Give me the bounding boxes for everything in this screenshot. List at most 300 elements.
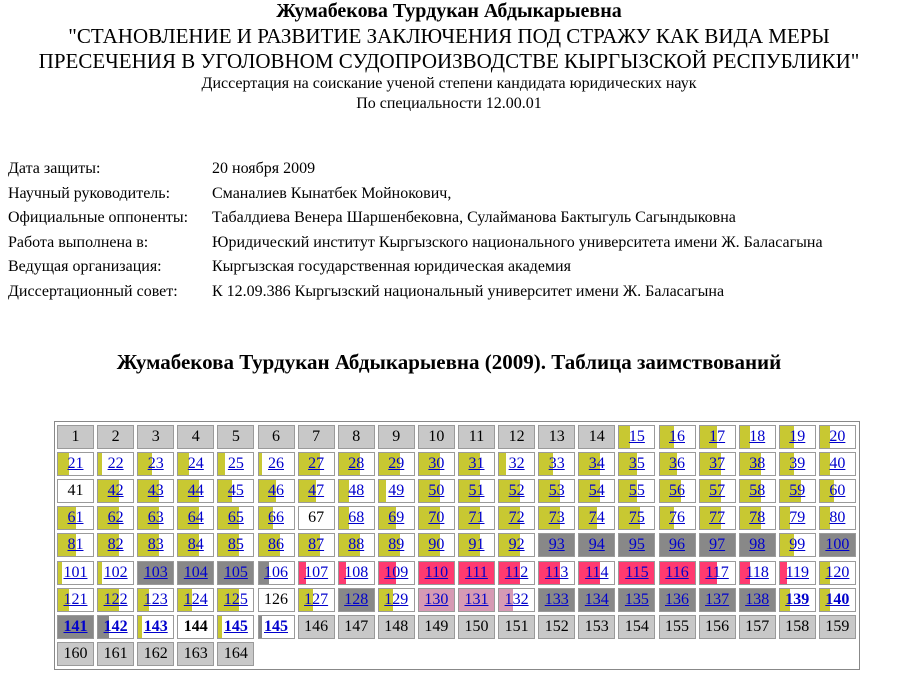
- page-cell[interactable]: [97, 561, 134, 585]
- page-cell[interactable]: [378, 506, 415, 530]
- page-cell[interactable]: [699, 479, 736, 503]
- page-link[interactable]: 105: [223, 563, 248, 581]
- page-cell[interactable]: [97, 533, 134, 557]
- page-cell[interactable]: [659, 479, 696, 503]
- page-cell[interactable]: [538, 533, 575, 557]
- page-cell[interactable]: [538, 561, 575, 585]
- page-link[interactable]: 116: [665, 563, 689, 581]
- page-cell[interactable]: [378, 452, 415, 476]
- page-link[interactable]: 85: [227, 536, 244, 554]
- page-link[interactable]: 119: [785, 563, 809, 581]
- page-link[interactable]: 100: [825, 536, 850, 554]
- page-number: 155: [665, 617, 689, 635]
- page-link[interactable]: 82: [107, 536, 124, 554]
- page-cell[interactable]: [779, 479, 816, 503]
- page-link[interactable]: 26: [268, 455, 284, 473]
- page-link[interactable]: 143: [143, 617, 168, 635]
- page-number: 163: [183, 644, 208, 662]
- page-number: 41: [67, 482, 84, 500]
- page-link[interactable]: 68: [348, 509, 365, 527]
- page-link[interactable]: 37: [709, 455, 726, 473]
- page-cell[interactable]: [779, 533, 816, 557]
- page-cell: [57, 642, 94, 666]
- page-link[interactable]: 130: [424, 590, 449, 608]
- page-link[interactable]: 98: [749, 536, 766, 554]
- page-cell[interactable]: [258, 479, 295, 503]
- page-cell[interactable]: [618, 533, 655, 557]
- page-link[interactable]: 73: [548, 509, 565, 527]
- page-cell[interactable]: [458, 506, 495, 530]
- page-link[interactable]: 137: [705, 590, 730, 608]
- page-link[interactable]: 49: [388, 482, 405, 500]
- page-cell[interactable]: [338, 479, 375, 503]
- page-cell[interactable]: [538, 479, 575, 503]
- page-cell[interactable]: [578, 533, 615, 557]
- page-cell[interactable]: [217, 479, 254, 503]
- page-link[interactable]: 23: [147, 455, 164, 473]
- page-cell[interactable]: [258, 561, 295, 585]
- page-cell[interactable]: [97, 452, 134, 476]
- page-cell[interactable]: [137, 479, 174, 503]
- page-link[interactable]: 66: [268, 509, 284, 527]
- page-cell[interactable]: [618, 506, 655, 530]
- page-link[interactable]: 31: [468, 455, 485, 473]
- page-cell[interactable]: [819, 561, 856, 585]
- page-cell[interactable]: [298, 588, 335, 612]
- page-link[interactable]: 87: [308, 536, 325, 554]
- page-link[interactable]: 43: [147, 482, 164, 500]
- page-cell[interactable]: [458, 561, 495, 585]
- page-number: 156: [705, 617, 730, 635]
- page-link[interactable]: 145: [264, 617, 288, 635]
- page-cell[interactable]: [137, 506, 174, 530]
- page-cell[interactable]: [418, 479, 455, 503]
- page-cell[interactable]: [217, 506, 254, 530]
- page-cell[interactable]: [177, 533, 214, 557]
- page-link[interactable]: 78: [749, 509, 766, 527]
- page-cell[interactable]: [458, 533, 495, 557]
- page-cell[interactable]: [418, 506, 455, 530]
- page-number: 153: [584, 617, 609, 635]
- page-cell[interactable]: [338, 588, 375, 612]
- page-cell[interactable]: [177, 452, 214, 476]
- page-cell[interactable]: [578, 588, 615, 612]
- page-link[interactable]: 22: [107, 455, 124, 473]
- page-link[interactable]: 25: [227, 455, 244, 473]
- page-cell[interactable]: [498, 479, 535, 503]
- page-cell[interactable]: [57, 506, 94, 530]
- page-link[interactable]: 114: [585, 563, 609, 581]
- page-number: 9: [392, 428, 401, 445]
- page-link[interactable]: 63: [147, 509, 164, 527]
- page-link[interactable]: 88: [348, 536, 365, 554]
- page-cell[interactable]: [137, 452, 174, 476]
- page-link[interactable]: 136: [665, 590, 689, 608]
- page-link[interactable]: 83: [147, 536, 164, 554]
- page-cell[interactable]: [538, 588, 575, 612]
- page-link[interactable]: 121: [63, 590, 88, 608]
- page-cell[interactable]: [819, 479, 856, 503]
- page-cell[interactable]: [338, 561, 375, 585]
- page-link[interactable]: 28: [348, 455, 365, 473]
- page-cell[interactable]: [819, 425, 856, 449]
- page-cell[interactable]: [739, 561, 776, 585]
- page-number: 7: [312, 428, 321, 445]
- page-link[interactable]: 65: [227, 509, 244, 527]
- page-link[interactable]: 115: [625, 563, 649, 581]
- page-link[interactable]: 36: [669, 455, 685, 473]
- page-link[interactable]: 32: [508, 455, 525, 473]
- metadata-label: Научный руководитель:: [8, 184, 171, 202]
- page-cell: [418, 425, 455, 449]
- page-link[interactable]: 95: [628, 536, 645, 554]
- page-link[interactable]: 140: [825, 590, 850, 608]
- page-link[interactable]: 30: [428, 455, 445, 473]
- page-cell[interactable]: [217, 452, 254, 476]
- page-cell[interactable]: [779, 588, 816, 612]
- page-cell[interactable]: [458, 588, 495, 612]
- page-cell[interactable]: [137, 615, 174, 639]
- page-link[interactable]: 19: [789, 428, 806, 445]
- page-cell: [57, 479, 94, 503]
- metadata-row: [8, 206, 823, 231]
- page-cell[interactable]: [57, 615, 94, 639]
- page-link[interactable]: 122: [103, 590, 128, 608]
- page-cell[interactable]: [699, 533, 736, 557]
- page-link[interactable]: 110: [424, 563, 449, 581]
- page-link[interactable]: 129: [384, 590, 409, 608]
- page-link[interactable]: 97: [709, 536, 726, 554]
- metadata-label: Официальные оппоненты:: [8, 209, 189, 227]
- page-number: 12: [508, 428, 525, 445]
- page-cell[interactable]: [258, 506, 295, 530]
- page-cell[interactable]: [699, 561, 736, 585]
- page-cell[interactable]: [618, 479, 655, 503]
- page-cell: [819, 615, 856, 639]
- metadata-row: [8, 182, 823, 207]
- page-link[interactable]: 29: [388, 455, 405, 473]
- page-link[interactable]: 96: [669, 536, 685, 554]
- page-cell[interactable]: [739, 533, 776, 557]
- page-cell[interactable]: [659, 452, 696, 476]
- page-link[interactable]: 117: [705, 563, 729, 581]
- page-link[interactable]: 90: [428, 536, 445, 554]
- page-link[interactable]: 127: [304, 590, 329, 608]
- page-link[interactable]: 21: [67, 455, 84, 473]
- page-cell[interactable]: [338, 533, 375, 557]
- page-link[interactable]: 109: [384, 563, 409, 581]
- page-link[interactable]: 145: [223, 617, 248, 635]
- page-cell[interactable]: [498, 561, 535, 585]
- page-cell[interactable]: [739, 506, 776, 530]
- page-cell[interactable]: [779, 452, 816, 476]
- page-cell[interactable]: [217, 561, 254, 585]
- page-link[interactable]: 53: [548, 482, 565, 500]
- page-cell[interactable]: [819, 588, 856, 612]
- borrowings-table-heading: Жумабекова Турдукан Абдыкарыевна (2009). Таблица заимствований: [116, 350, 782, 374]
- page-link[interactable]: 106: [264, 563, 288, 581]
- page-cell[interactable]: [97, 506, 134, 530]
- page-cell[interactable]: [819, 452, 856, 476]
- page-cell[interactable]: [177, 588, 214, 612]
- page-link[interactable]: 125: [223, 590, 248, 608]
- page-link[interactable]: 55: [628, 482, 645, 500]
- borrowing-fill-bar: [98, 453, 102, 475]
- page-cell[interactable]: [498, 533, 535, 557]
- page-cell[interactable]: [739, 425, 776, 449]
- page-cell[interactable]: [137, 533, 174, 557]
- page-cell[interactable]: [779, 561, 816, 585]
- page-cell[interactable]: [699, 452, 736, 476]
- degree-subtitle: Диссертация на соискание ученой степени кандидата юридических наук: [201, 75, 697, 92]
- page-cell[interactable]: [618, 425, 655, 449]
- page-link[interactable]: 84: [187, 536, 204, 554]
- page-link[interactable]: 101: [63, 563, 88, 581]
- page-cell[interactable]: [137, 561, 174, 585]
- page-link[interactable]: 42: [107, 482, 124, 500]
- page-cell[interactable]: [258, 533, 295, 557]
- page-cell[interactable]: [57, 561, 94, 585]
- page-cell[interactable]: [97, 479, 134, 503]
- page-link[interactable]: 107: [304, 563, 329, 581]
- specialty-subtitle: По специальности 12.00.01: [356, 95, 542, 112]
- page-cell[interactable]: [338, 452, 375, 476]
- page-cell[interactable]: [739, 452, 776, 476]
- page-link[interactable]: 64: [187, 509, 204, 527]
- page-link[interactable]: 123: [143, 590, 168, 608]
- page-link[interactable]: 112: [504, 563, 529, 581]
- page-link[interactable]: 75: [628, 509, 645, 527]
- page-cell[interactable]: [177, 479, 214, 503]
- page-cell[interactable]: [298, 452, 335, 476]
- page-cell[interactable]: [57, 533, 94, 557]
- borrowing-fill-bar: [218, 616, 222, 638]
- page-cell[interactable]: [217, 588, 254, 612]
- page-cell[interactable]: [378, 588, 415, 612]
- page-link[interactable]: 76: [669, 509, 685, 527]
- borrowing-fill-bar: [379, 480, 386, 502]
- page-link[interactable]: 99: [789, 536, 806, 554]
- page-link[interactable]: 91: [468, 536, 485, 554]
- page-link[interactable]: 48: [348, 482, 365, 500]
- page-link[interactable]: 69: [388, 509, 405, 527]
- page-link[interactable]: 51: [468, 482, 485, 500]
- page-number: 148: [384, 617, 409, 635]
- page-cell[interactable]: [498, 588, 535, 612]
- page-link[interactable]: 118: [745, 563, 769, 581]
- page-link[interactable]: 86: [268, 536, 284, 554]
- page-cell[interactable]: [659, 506, 696, 530]
- page-cell[interactable]: [819, 506, 856, 530]
- page-cell[interactable]: [618, 452, 655, 476]
- page-cell[interactable]: [97, 588, 134, 612]
- page-link[interactable]: 20: [829, 428, 846, 445]
- page-cell[interactable]: [418, 452, 455, 476]
- page-number: 151: [504, 617, 529, 635]
- page-link[interactable]: 59: [789, 482, 806, 500]
- page-number: 6: [272, 428, 280, 445]
- page-link[interactable]: 60: [829, 482, 846, 500]
- metadata-label: Диссертационный совет:: [8, 282, 178, 300]
- page-link[interactable]: 46: [268, 482, 284, 500]
- page-cell[interactable]: [458, 452, 495, 476]
- page-link[interactable]: 47: [308, 482, 325, 500]
- page-number: 8: [352, 428, 361, 445]
- page-cell: [458, 425, 495, 449]
- page-cell[interactable]: [57, 588, 94, 612]
- header: [0, 0, 898, 114]
- page-cell[interactable]: [538, 506, 575, 530]
- page-cell[interactable]: [779, 425, 816, 449]
- page-link[interactable]: 135: [624, 590, 649, 608]
- page-link[interactable]: 92: [508, 536, 525, 554]
- page-cell[interactable]: [258, 615, 295, 639]
- page-cell[interactable]: [699, 588, 736, 612]
- page-link[interactable]: 44: [187, 482, 204, 500]
- page-cell[interactable]: [258, 452, 295, 476]
- page-link[interactable]: 70: [428, 509, 445, 527]
- page-link[interactable]: 17: [709, 428, 726, 445]
- page-link[interactable]: 16: [669, 428, 685, 445]
- page-link[interactable]: 24: [187, 455, 204, 473]
- page-link[interactable]: 89: [388, 536, 405, 554]
- page-cell[interactable]: [217, 615, 254, 639]
- page-cell[interactable]: [659, 561, 696, 585]
- page-link[interactable]: 133: [544, 590, 569, 608]
- page-link[interactable]: 132: [504, 590, 529, 608]
- page-cell[interactable]: [177, 561, 214, 585]
- page-link[interactable]: 128: [344, 590, 369, 608]
- page-cell[interactable]: [699, 425, 736, 449]
- page-cell[interactable]: [298, 561, 335, 585]
- page-cell[interactable]: [578, 561, 615, 585]
- page-cell[interactable]: [378, 533, 415, 557]
- page-cell[interactable]: [418, 533, 455, 557]
- page-cell: [338, 425, 375, 449]
- page-link[interactable]: 131: [464, 590, 489, 608]
- page-link[interactable]: 134: [584, 590, 609, 608]
- page-number: 67: [308, 509, 325, 527]
- page-link[interactable]: 33: [548, 455, 565, 473]
- page-cell: [578, 615, 615, 639]
- page-link[interactable]: 138: [745, 590, 770, 608]
- page-cell[interactable]: [538, 452, 575, 476]
- page-link[interactable]: 62: [107, 509, 124, 527]
- page-link[interactable]: 39: [789, 455, 806, 473]
- page-link[interactable]: 50: [428, 482, 445, 500]
- page-link[interactable]: 81: [67, 536, 84, 554]
- page-link[interactable]: 94: [588, 536, 605, 554]
- page-number: 160: [63, 644, 88, 662]
- page-cell: [739, 615, 776, 639]
- page-link[interactable]: 27: [308, 455, 325, 473]
- page-link[interactable]: 111: [465, 563, 488, 581]
- page-cell[interactable]: [578, 452, 615, 476]
- page-cell[interactable]: [779, 506, 816, 530]
- page-cell: [97, 642, 134, 666]
- page-cell: [258, 425, 295, 449]
- page-link[interactable]: 35: [628, 455, 645, 473]
- page-number: 4: [191, 428, 200, 445]
- page-link[interactable]: 104: [183, 563, 208, 581]
- page-cell[interactable]: [97, 615, 134, 639]
- page-link[interactable]: 77: [709, 509, 726, 527]
- page-link[interactable]: 103: [143, 563, 168, 581]
- page-cell[interactable]: [338, 506, 375, 530]
- page-link[interactable]: 108: [344, 563, 369, 581]
- page-cell[interactable]: [137, 588, 174, 612]
- page-link[interactable]: 79: [789, 509, 806, 527]
- page-cell[interactable]: [498, 452, 535, 476]
- page-link[interactable]: 61: [67, 509, 84, 527]
- page-number: 157: [745, 617, 770, 635]
- page-link[interactable]: 18: [749, 428, 766, 445]
- page-link[interactable]: 80: [829, 509, 846, 527]
- page-number: 152: [544, 617, 569, 635]
- page-link[interactable]: 34: [588, 455, 605, 473]
- page-cell: [258, 588, 295, 612]
- page-cell[interactable]: [699, 506, 736, 530]
- page-cell[interactable]: [578, 479, 615, 503]
- page-link[interactable]: 38: [749, 455, 766, 473]
- page-cell[interactable]: [659, 533, 696, 557]
- page-link[interactable]: 113: [544, 563, 569, 581]
- page-cell[interactable]: [659, 588, 696, 612]
- page-link[interactable]: 45: [227, 482, 244, 500]
- page-number: 159: [825, 617, 850, 635]
- page-link[interactable]: 56: [669, 482, 685, 500]
- page-link[interactable]: 74: [588, 509, 605, 527]
- page-cell[interactable]: [739, 588, 776, 612]
- page-link[interactable]: 124: [183, 590, 208, 608]
- page-link[interactable]: 52: [508, 482, 525, 500]
- page-cell[interactable]: [618, 561, 655, 585]
- page-link[interactable]: 71: [468, 509, 485, 527]
- page-link[interactable]: 72: [508, 509, 525, 527]
- page-link[interactable]: 120: [825, 563, 850, 581]
- page-link[interactable]: 102: [103, 563, 128, 581]
- page-cell[interactable]: [819, 533, 856, 557]
- page-cell[interactable]: [298, 533, 335, 557]
- page-cell[interactable]: [739, 479, 776, 503]
- page-cell[interactable]: [578, 506, 615, 530]
- page-number: 126: [264, 590, 288, 608]
- page-link[interactable]: 139: [785, 590, 810, 608]
- page-cell[interactable]: [378, 479, 415, 503]
- page-cell[interactable]: [458, 479, 495, 503]
- page-cell[interactable]: [177, 506, 214, 530]
- page-link[interactable]: 57: [709, 482, 726, 500]
- page-link[interactable]: 40: [829, 455, 846, 473]
- page-link[interactable]: 142: [103, 617, 128, 635]
- page-link[interactable]: 141: [63, 617, 88, 635]
- borrowing-fill-bar: [259, 453, 263, 475]
- page-cell: [298, 615, 335, 639]
- page-link[interactable]: 93: [548, 536, 565, 554]
- page-cell[interactable]: [57, 452, 94, 476]
- page-cell[interactable]: [217, 533, 254, 557]
- page-link[interactable]: 15: [628, 428, 645, 445]
- page-cell[interactable]: [498, 506, 535, 530]
- page-cell[interactable]: [418, 561, 455, 585]
- page-cell[interactable]: [378, 561, 415, 585]
- page-cell[interactable]: [618, 588, 655, 612]
- page-cell[interactable]: [298, 479, 335, 503]
- page-link[interactable]: 54: [588, 482, 605, 500]
- page-cell[interactable]: [418, 588, 455, 612]
- page-link[interactable]: 58: [749, 482, 766, 500]
- page-cell[interactable]: [659, 425, 696, 449]
